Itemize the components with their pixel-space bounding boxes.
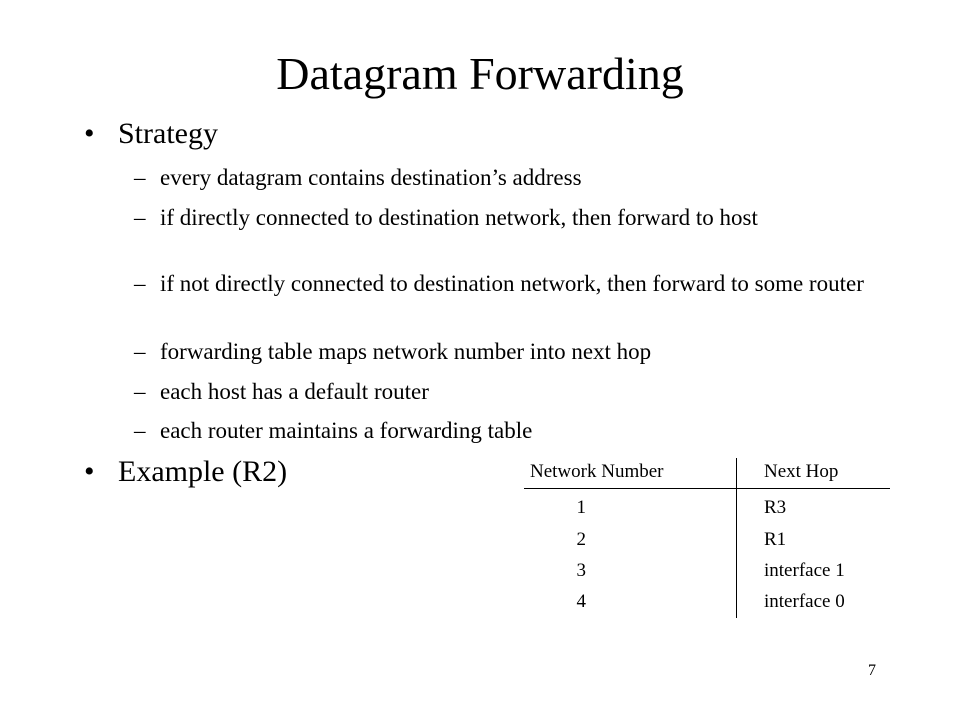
bullet-label: Strategy [118, 117, 218, 150]
forwarding-table [524, 458, 890, 618]
dash-marker: – [134, 418, 146, 443]
sub-item-text: each router maintains a forwarding table [160, 418, 533, 443]
sub-item [134, 339, 874, 364]
sub-item-text: each host has a default router [160, 379, 429, 404]
dash-marker: – [134, 339, 146, 364]
dash-marker: – [134, 165, 146, 190]
sub-item-text: forwarding table maps network number into next hop [160, 339, 652, 364]
page-number: 7 [868, 662, 876, 679]
table-cell-network: 3 [576, 560, 586, 581]
bullet-example [84, 454, 287, 490]
slide-title: Datagram Forwarding [276, 48, 684, 99]
bullet-dot: • [84, 117, 95, 150]
sub-item [134, 379, 874, 404]
table-header-rule [524, 488, 890, 489]
table-cell-network: 2 [576, 529, 586, 550]
table-cell-network: 1 [576, 497, 586, 518]
column-header-next-hop: Next Hop [764, 461, 839, 482]
bullet-strategy [84, 116, 218, 152]
table-cell-network: 4 [576, 591, 586, 612]
column-header-network-number: Network Number [530, 461, 664, 482]
dash-marker: – [134, 271, 146, 296]
sub-item-text: if not directly connected to destination network, then forward to some router [160, 271, 864, 296]
sub-item [134, 271, 874, 296]
sub-item-text: every datagram contains destination’s address [160, 165, 582, 190]
bullet-label: Example (R2) [118, 455, 288, 488]
dash-marker: – [134, 205, 146, 230]
sub-item [134, 205, 874, 230]
sub-item [134, 418, 874, 443]
sub-item [134, 165, 874, 190]
table-cell-next-hop: R3 [764, 497, 787, 518]
table-cell-next-hop: interface 1 [764, 560, 845, 581]
table-column-rule [736, 458, 737, 618]
dash-marker: – [134, 379, 146, 404]
sub-item-text: if directly connected to destination network, then forward to host [160, 205, 758, 230]
bullet-dot: • [84, 455, 95, 488]
table-cell-next-hop: interface 0 [764, 591, 845, 612]
table-cell-next-hop: R1 [764, 529, 787, 550]
